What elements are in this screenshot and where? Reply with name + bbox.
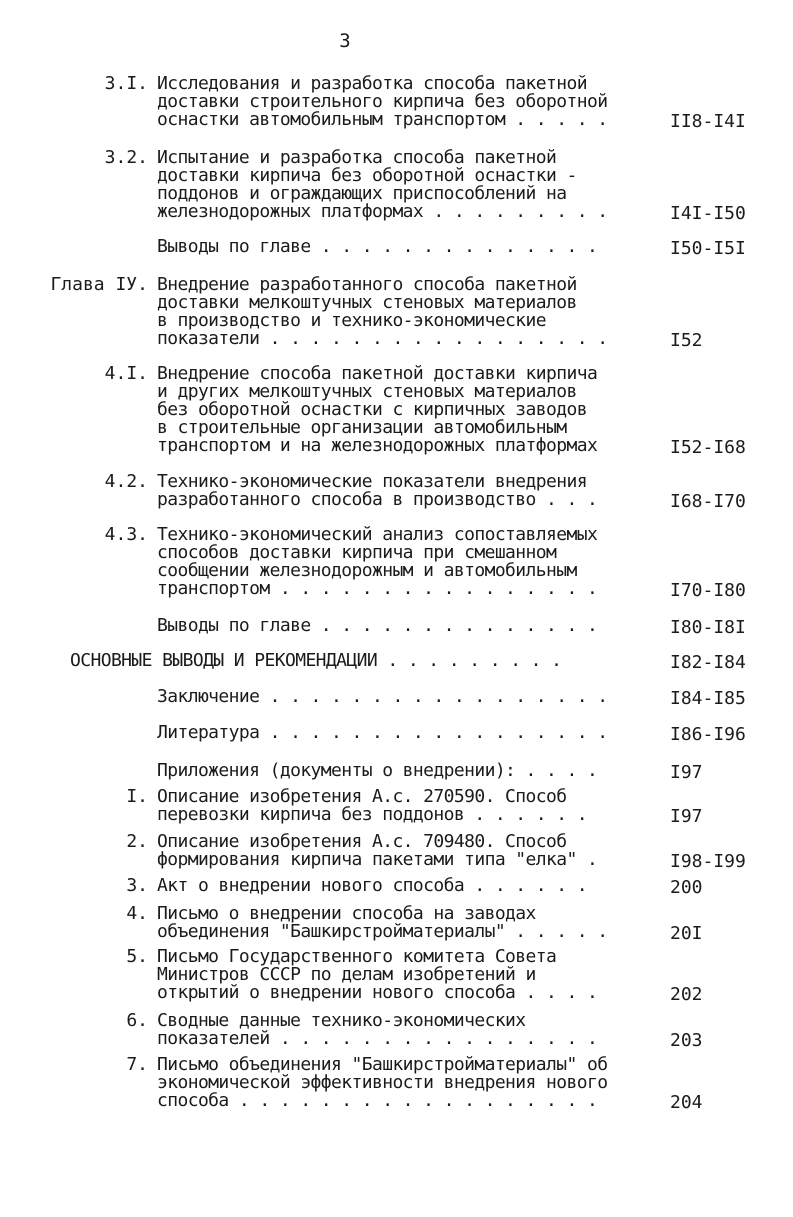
toc-entry-line: Испытание и разработка способа пакетной: [157, 147, 557, 168]
toc-entry-title: [157, 276, 642, 348]
toc-entry-pages: II8-I4I: [670, 111, 746, 132]
toc-entry-number: 4.I.: [104, 363, 148, 384]
toc-entry-title: [157, 149, 642, 221]
toc-entry-line: Акт о внедрении нового способа . . . . . .: [157, 875, 587, 896]
toc-entry-line: Описание изобретения А.с. 270590. Способ: [157, 786, 567, 807]
toc-entry-title: [157, 238, 642, 256]
toc-entry-pages: I84-I85: [670, 688, 746, 709]
toc-entry-title: [157, 1012, 642, 1048]
toc-entry-line: оснастки автомобильным транспортом . . . . .: [157, 109, 608, 130]
toc-entry-line: формирования кирпича пакетами типа "елка" .: [157, 849, 598, 870]
toc-entry-line: Приложения (документы о внедрении): . . . .: [157, 760, 598, 781]
toc-entry-line: Письмо Государственного комитета Совета: [157, 946, 557, 967]
toc-entry-line: поддонов и ограждающих приспособлений на: [157, 183, 567, 204]
toc-entry-title: [157, 473, 642, 509]
toc-entry-title: [70, 652, 642, 670]
toc-entry-line: объединения "Башкирстройматериалы" . . . . .: [157, 921, 608, 942]
toc-entry-line: ОСНОВНЫЕ ВЫВОДЫ И РЕКОМЕНДАЦИИ . . . . . . . . .: [70, 650, 562, 671]
toc-entry-line: Письмо объединения "Башкирстройматериалы" об: [157, 1054, 608, 1075]
toc-entry-line: транспортом и на железнодорожных платформах: [157, 435, 598, 456]
toc-entry-pages: 20I: [670, 923, 703, 944]
toc-entry-number: 5.: [126, 946, 148, 967]
toc-entry-title: [157, 788, 642, 824]
toc-entry-title: [157, 526, 642, 598]
toc-entry-title: [157, 688, 642, 706]
toc-entry-number: 3.2.: [104, 147, 148, 168]
toc-entry-number: 7.: [126, 1054, 148, 1075]
toc-entry-pages: I68-I70: [670, 491, 746, 512]
toc-entry-line: показателей . . . . . . . . . . . . . . . .: [157, 1028, 598, 1049]
toc-entry-title: [157, 905, 642, 941]
toc-entry-pages: I52-I68: [670, 437, 746, 458]
toc-entry-title: [157, 617, 642, 635]
toc-entry-line: доставки кирпича без оборотной оснастки -: [157, 165, 577, 186]
toc-entry-line: Внедрение разработанного способа пакетной: [157, 274, 577, 295]
toc-entry-line: открытий о внедрении нового способа . . . .: [157, 982, 598, 1003]
toc-entry-title: [157, 75, 642, 129]
toc-entry-title: [157, 948, 642, 1002]
toc-entry-line: доставки строительного кирпича без оборотной: [157, 91, 608, 112]
toc-entry-pages: 202: [670, 984, 703, 1005]
toc-entry-line: без оборотной оснастки с кирпичных заводов: [157, 399, 587, 420]
toc-entry-line: экономической эффективности внедрения нового: [157, 1072, 608, 1093]
toc-entry-title: [157, 877, 642, 895]
toc-entry-title: [157, 1056, 642, 1110]
toc-entry-line: перевозки кирпича без поддонов . . . . . .: [157, 804, 587, 825]
toc-entry-number: 4.3.: [104, 524, 148, 545]
toc-entry-line: Исследования и разработка способа пакетной: [157, 73, 587, 94]
toc-entry-number: 6.: [126, 1010, 148, 1031]
toc-entry-line: транспортом . . . . . . . . . . . . . . . .: [157, 578, 598, 599]
toc-entry-pages: I50-I5I: [670, 238, 746, 259]
toc-entry-pages: I98-I99: [670, 851, 746, 872]
toc-entry-line: Выводы по главе . . . . . . . . . . . . . .: [157, 236, 598, 257]
toc-entry-number: 4.: [126, 903, 148, 924]
toc-entry-pages: 204: [670, 1092, 703, 1113]
toc-entry-line: доставки мелкоштучных стеновых материалов: [157, 292, 577, 313]
toc-entry-pages: I86-I96: [670, 724, 746, 745]
toc-entry-line: Сводные данные технико-экономических: [157, 1010, 526, 1031]
toc-entry-pages: 200: [670, 877, 703, 898]
toc-entry-line: и других мелкоштучных стеновых материалов: [157, 381, 577, 402]
toc-entry-line: в строительные организации автомобильным: [157, 417, 567, 438]
toc-entry-title: [157, 762, 642, 780]
toc-entry-pages: I4I-I50: [670, 203, 746, 224]
toc-entry-title: [157, 833, 642, 869]
toc-entry-line: разработанного способа в производство . . .: [157, 489, 598, 510]
toc-entry-pages: 203: [670, 1030, 703, 1051]
toc-entry-number: 2.: [126, 831, 148, 852]
toc-entry-line: Заключение . . . . . . . . . . . . . . . . .: [157, 686, 608, 707]
toc-entry-line: Описание изобретения А.с. 709480. Способ: [157, 831, 567, 852]
toc-entry-line: показатели . . . . . . . . . . . . . . . . .: [157, 328, 608, 349]
toc-entry-pages: I70-I80: [670, 580, 746, 601]
toc-entry-line: Технико-экономические показатели внедрения: [157, 471, 587, 492]
toc-entry-line: Письмо о внедрении способа на заводах: [157, 903, 536, 924]
toc-entry-number: 3.I.: [104, 73, 148, 94]
toc-entry-line: сообщении железнодорожным и автомобильным: [157, 560, 577, 581]
toc-entry-line: в производство и технико-экономические: [157, 310, 547, 331]
toc-entry-line: Технико-экономический анализ сопоставляемых: [157, 524, 598, 545]
toc-entry-line: способов доставки кирпича при смешанном: [157, 542, 557, 563]
toc-entry-line: Литература . . . . . . . . . . . . . . . . .: [157, 722, 608, 743]
toc-entry-pages: I82-I84: [670, 652, 746, 673]
toc-entry-line: Выводы по главе . . . . . . . . . . . . . .: [157, 615, 598, 636]
toc-entry-number: 4.2.: [104, 471, 148, 492]
toc-entry-title: [157, 365, 642, 455]
toc-entry-pages: I97: [670, 806, 703, 827]
toc-entry-number: Глава IУ.: [50, 274, 148, 295]
toc-entry-pages: I97: [670, 762, 703, 783]
page-number: 3: [339, 30, 351, 52]
toc-entry-number: I.: [126, 786, 148, 807]
toc-entry-number: 3.: [126, 875, 148, 896]
toc-entry-line: Министров СССР по делам изобретений и: [157, 964, 536, 985]
toc-entry-title: [157, 724, 642, 742]
toc-entry-line: железнодорожных платформах . . . . . . . . .: [157, 201, 608, 222]
toc-entry-pages: I80-I8I: [670, 617, 746, 638]
toc-entry-line: Внедрение способа пакетной доставки кирпича: [157, 363, 598, 384]
toc-entry-pages: I52: [670, 330, 703, 351]
toc-entry-line: способа . . . . . . . . . . . . . . . . . .: [157, 1090, 598, 1111]
